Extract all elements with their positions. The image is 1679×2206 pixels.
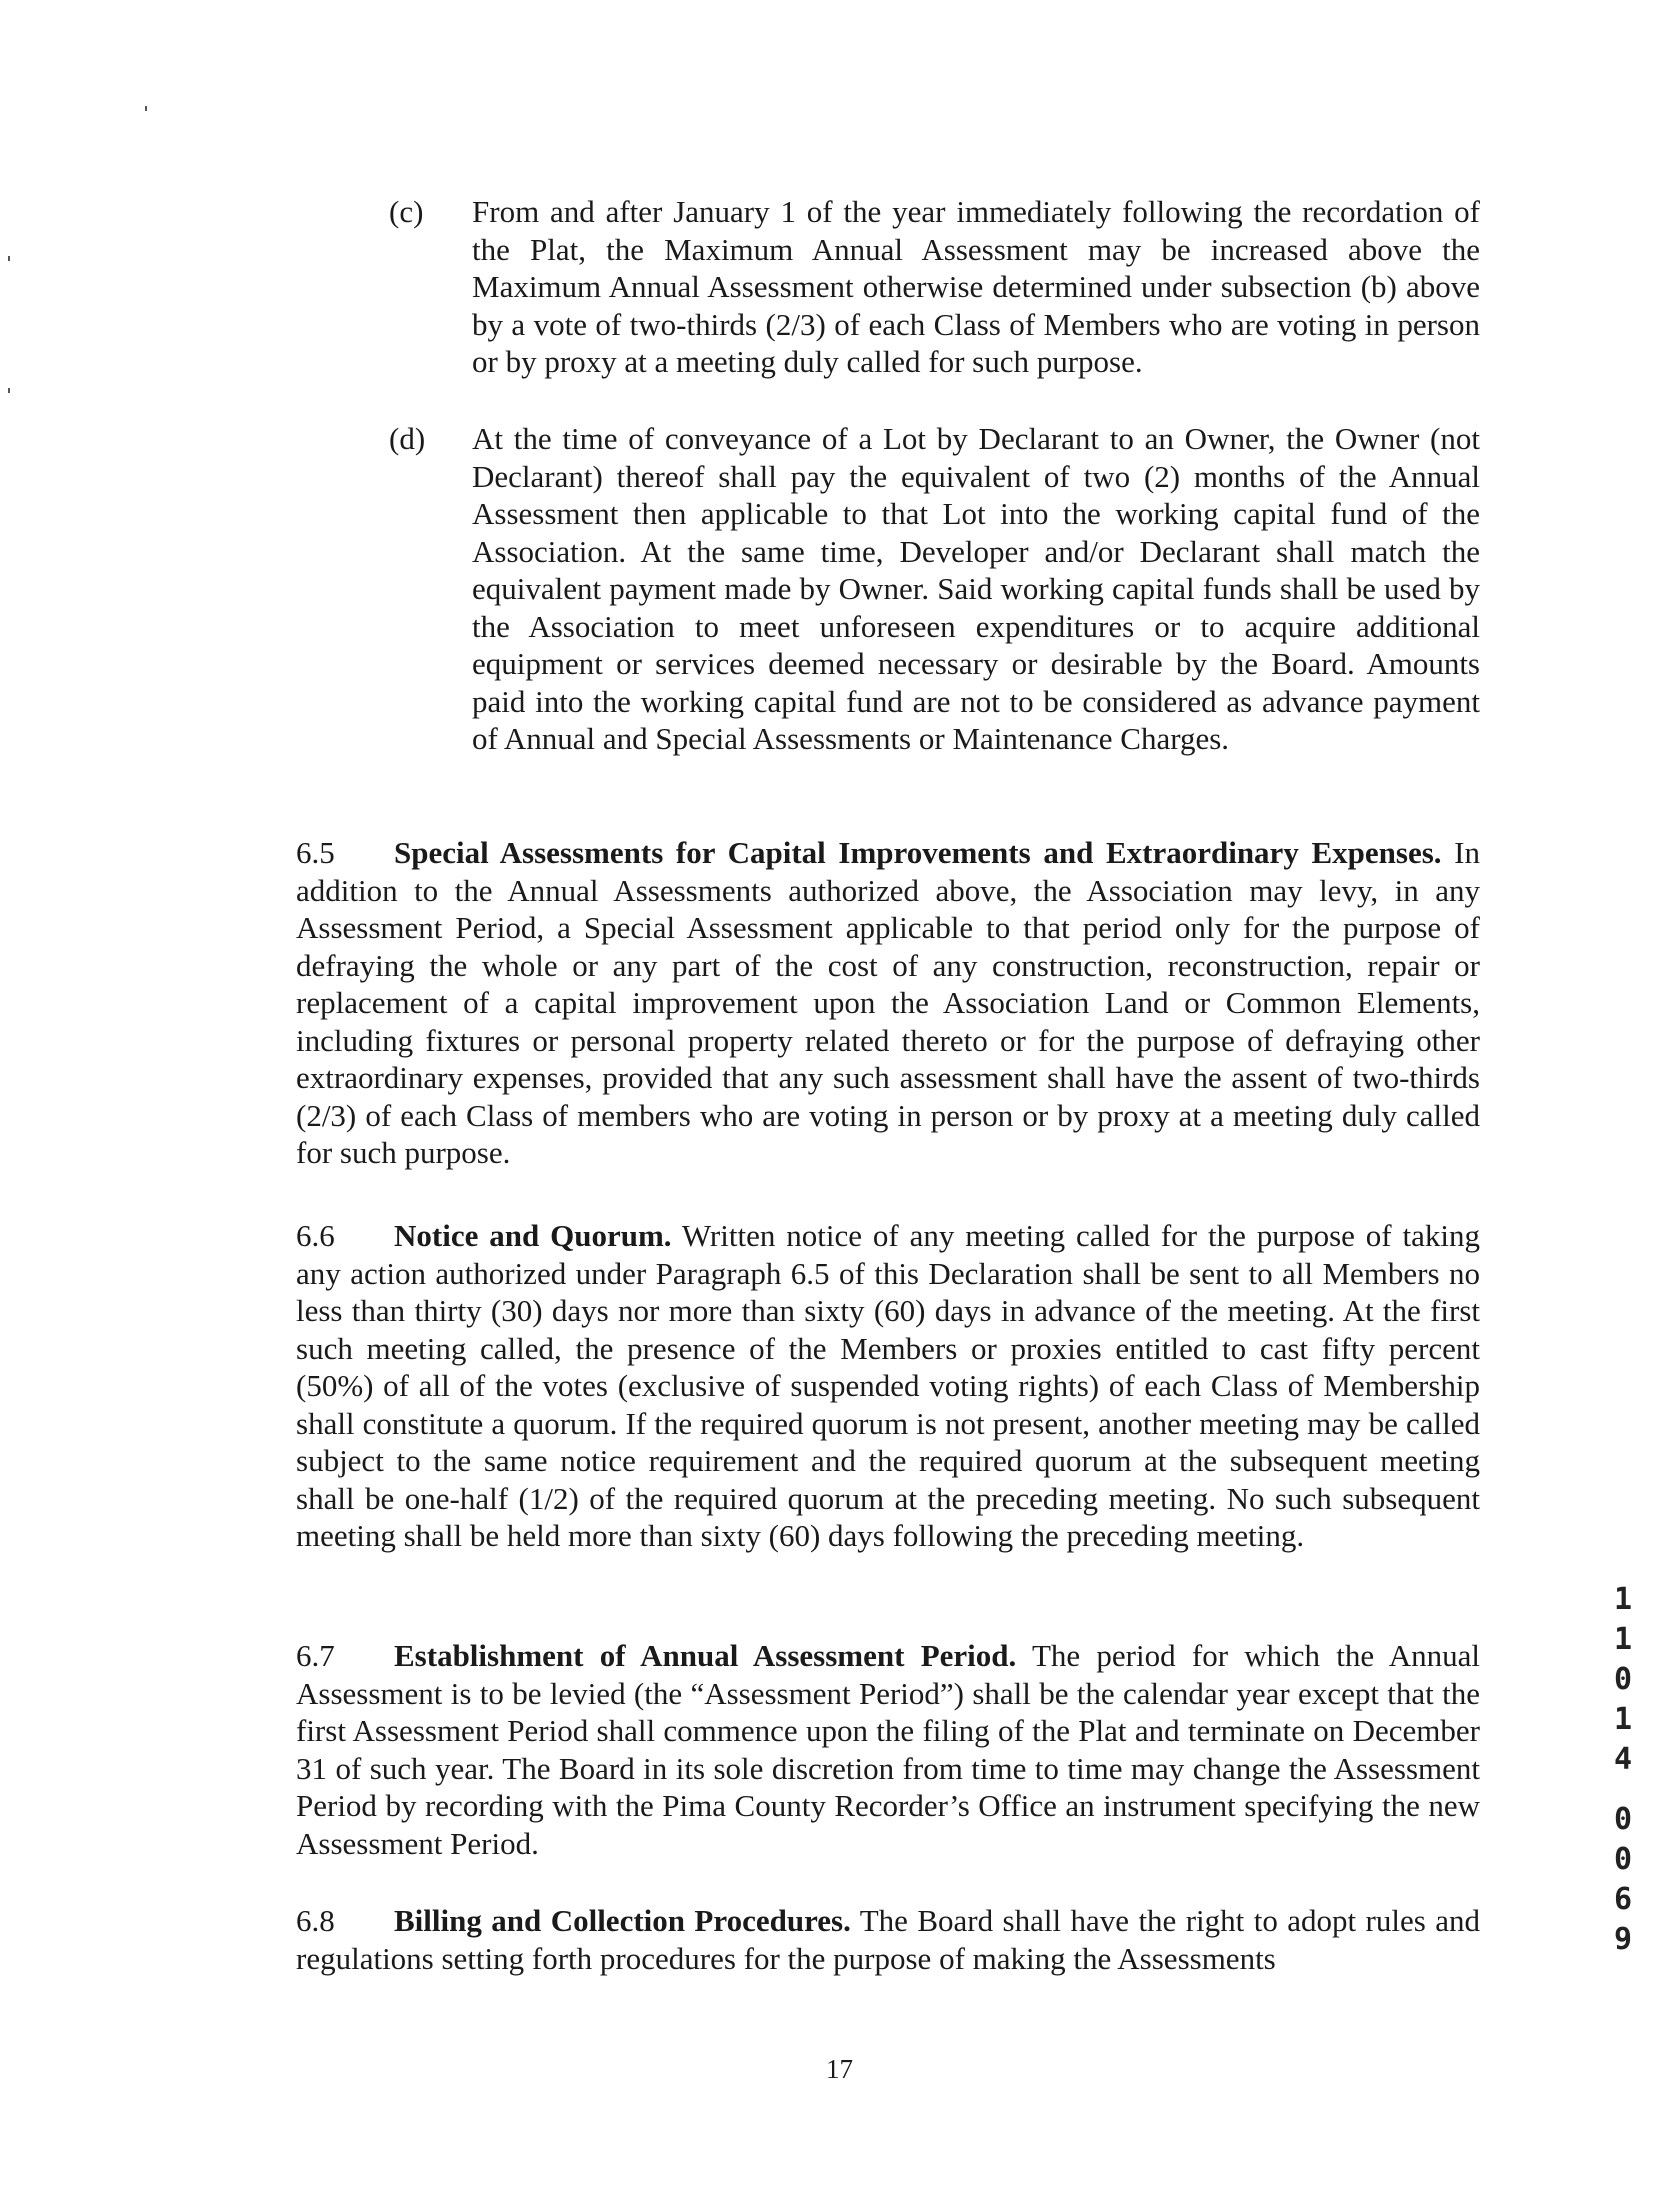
stamp-digit: 1 [1613, 1702, 1633, 1737]
subsection-text: From and after January 1 of the year immediately following the recordation of the Plat, the Maximum Annual Assessment may be increased above the Maximum Annual Assessment otherwise determined under subsection (b) above by a vote of two-thirds (2/3) of each Class of Members who are voting in person or by proxy at a meeting duly called for such purpose. [472, 194, 1480, 379]
subsection-label: (c) [389, 194, 424, 229]
scan-mark [8, 388, 10, 393]
subsection-text: At the time of conveyance of a Lot by Declarant to an Owner, the Owner (not Declarant) thereof shall pay the equivalent of two (2) months of the Annual Assessment then applicable to that Lot into the working capital fund of the Association. At the same time, Developer and/or Declarant shall match the equivalent payment made by Owner. Said working capital funds shall be used by the Association to meet unforeseen expenditures or to acquire additional equipment or services deemed necessary or desirable by the Board. Amounts paid into the working capital fund are not to be considered as advance payment of Annual and Special Assessments or Maintenance Charges. [472, 421, 1480, 756]
section-heading: Special Assessments for Capital Improvements and Extraordinary Expenses. [394, 835, 1442, 870]
section-6-6 [296, 1217, 1480, 1555]
section-text: In addition to the Annual Assessments authorized above, the Association may levy, in any Assessment Period, a Special Assessment applicable to that period only for the purpose of defraying the whole or any part of the cost of any construction, reconstruction, repair or replacement of a capital improvement upon the Association Land or Common Elements, including fixtures or personal property related thereto or for the purpose of defraying other extraordinary expenses, provided that any such assessment shall have the assent of two-thirds (2/3) of each Class of members who are voting in person or by proxy at a meeting duly called for such purpose. [296, 835, 1480, 1170]
section-text: Written notice of any meeting called for the purpose of taking any action authorized under Paragraph 6.5 of this Declaration shall be sent to all Members no less than thirty (30) days nor more than sixty (60) days in advance of the meeting. At the first such meeting called, the presence of the Members or proxies entitled to cast fifty percent (50%) of all of the votes (exclusive of suspended voting rights) of each Class of Membership shall constitute a quorum. If the required quorum is not present, another meeting may be called subject to the same notice requirement and the required quorum at the subsequent meeting shall be one-half (1/2) of the required quorum at the preceding meeting. No such subsequent meeting shall be held more than sixty (60) days following the preceding meeting. [296, 1218, 1480, 1553]
scan-mark [8, 256, 10, 261]
stamp-digit: 0 [1613, 1802, 1633, 1837]
section-number: 6.7 [296, 1638, 335, 1673]
section-6-7 [296, 1637, 1480, 1862]
section-number: 6.6 [296, 1218, 335, 1253]
subsection-label: (d) [389, 421, 426, 456]
scan-mark [145, 106, 147, 111]
section-number: 6.8 [296, 1903, 335, 1938]
page-number: 17 [826, 2054, 853, 2084]
stamp-digit: 4 [1613, 1742, 1633, 1777]
stamp-digit: 6 [1613, 1882, 1633, 1917]
stamp-digit: 0 [1613, 1842, 1633, 1877]
stamp-digit: 9 [1613, 1922, 1633, 1957]
recording-stamp-upper [1603, 1580, 1643, 1780]
recording-stamp-lower [1603, 1800, 1643, 1960]
section-heading: Billing and Collection Procedures. [394, 1903, 851, 1938]
section-text: The period for which the Annual Assessment is to be levied (the “Assessment Period”) shall be the calendar year except that the first Assessment Period shall commence upon the filing of the Plat and terminate on December 31 of such year. The Board in its sole discretion from time to time may change the Assessment Period by recording with the Pima County Recorder’s Office an instrument specifying the new Assessment Period. [296, 1638, 1480, 1861]
section-6-5 [296, 834, 1480, 1172]
stamp-digit: 1 [1613, 1622, 1633, 1657]
section-6-8 [296, 1902, 1480, 1977]
stamp-digit: 0 [1613, 1662, 1633, 1697]
section-heading: Notice and Quorum. [394, 1218, 672, 1253]
section-heading: Establishment of Annual Assessment Period. [394, 1638, 1017, 1673]
section-number: 6.5 [296, 835, 335, 870]
section-text: The Board shall have the right to adopt rules and regulations setting forth procedures for the purpose of making the Assessments [296, 1903, 1480, 1976]
stamp-digit: 1 [1613, 1582, 1633, 1617]
